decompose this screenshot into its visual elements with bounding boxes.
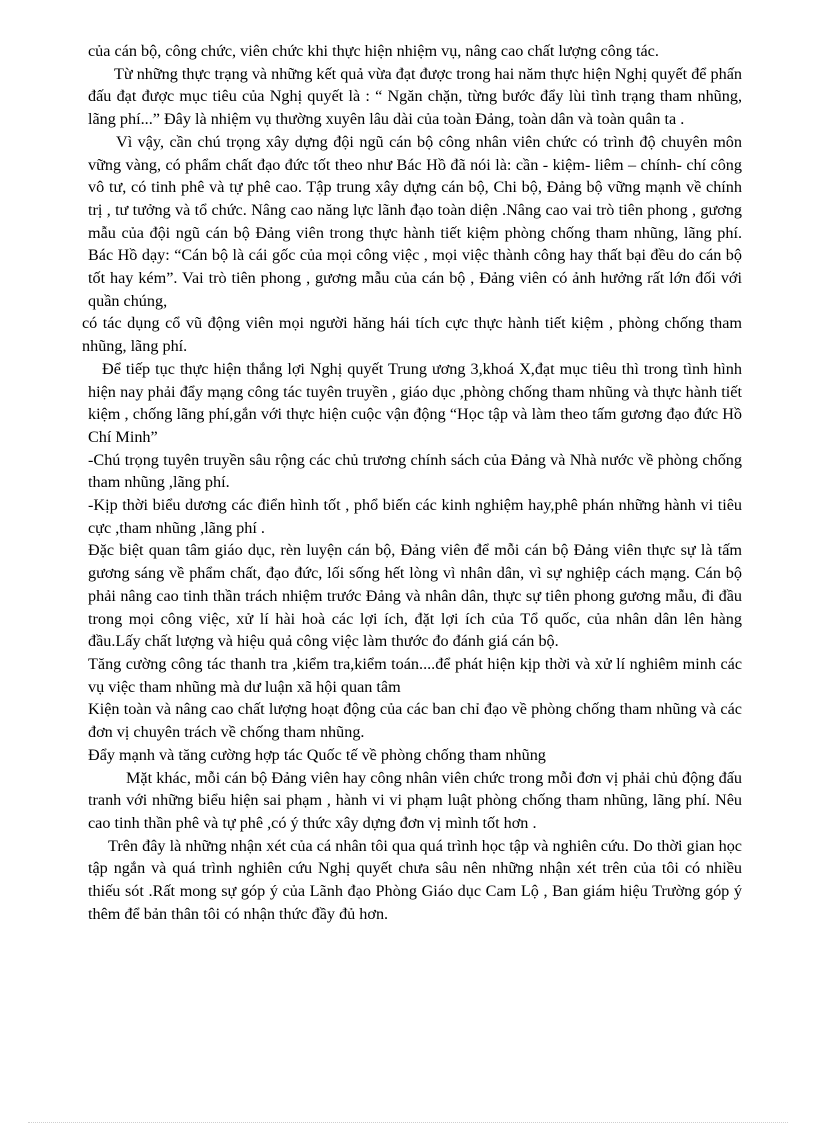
paragraph-encourage: có tác dụng cổ vũ động viên mọi người hăng hái tích cực thực hành tiết kiệm , phòng chống tham nhũng, lãng phí. [82, 314, 742, 356]
paragraph-steering-committees: Kiện toàn và nâng cao chất lượng hoạt động của các ban chỉ đạo về phòng chống tham nhũng và các đơn vị chuyên trách về chống tham nhũng. [88, 700, 742, 742]
document-body [82, 40, 742, 925]
list-item-propaganda: -Chú trọng tuyên truyền sâu rộng các chủ trương chính sách của Đảng và Nhà nước về phòng chống tham nhũng ,lãng phí. [88, 450, 742, 492]
paragraph-build-cadres: Vì vậy, cần chú trọng xây dựng đội ngũ cán bộ công nhân viên chức có trình độ chuyên môn vững vàng, có phẩm chất đạo đức tốt theo như Bác Hồ đã nói là: cần - kiệm- liêm – chính- chí công vô tư, có tinh phê và tự phê cao. Tập trung xây dựng cán bộ, Chi bộ, Đảng bộ vững mạnh về chính trị , tư tưởng và tổ chức. Nâng cao năng lực lãnh đạo toàn diện .Nâng cao vai trò tiên phong , gương mẫu của đội ngũ cán bộ Đảng viên trong thực hành tiết kiệm phòng chống tham nhũng, lãng phí. Bác Hồ dạy: “Cán bộ là cái gốc của mọi công việc , mọi việc thành công hay thất bại đều do cán bộ tốt hay kém”. Vai trò tiên phong , gương mẫu của cán bộ , Đảng viên có ảnh hưởng rất lớn đối với quần chúng, [88, 132, 742, 310]
paragraph-continuation: của cán bộ, công chức, viên chức khi thực hiện nhiệm vụ, nâng cao chất lượng công tác. [88, 42, 659, 60]
paragraph-continue-resolution: Để tiếp tục thực hiện thắng lợi Nghị quyết Trung ương 3,khoá X,đạt mục tiêu thì trong tình hình hiện nay phải đẩy mạng công tác tuyên truyền , giáo dục ,phòng chống tham nhũng và thực hành tiết kiệm , chống lãng phí,gắn với thực hiện cuộc vận động “Học tập và làm theo tấm gương đạo đức Hồ Chí Minh” [88, 359, 742, 446]
paragraph-individual-responsibility: Mặt khác, mỗi cán bộ Đảng viên hay công nhân viên chức trong mỗi đơn vị phải chủ động đấu tranh với những biểu hiện sai phạm , hành vi vi phạm luật phòng chống tham nhũng, lãng phí. Nêu cao tinh thần phê và tự phê ,có ý thức xây dựng đơn vị mình tốt hơn . [88, 768, 742, 832]
paragraph-inspection: Tăng cường công tác thanh tra ,kiểm tra,kiểm toán....để phát hiện kịp thời và xử lí nghiêm minh các vụ việc tham nhũng mà dư luận xã hội quan tâm [88, 654, 742, 696]
paragraph-conclusion: Trên đây là những nhận xét của cá nhân tôi qua quá trình học tập và nghiên cứu. Do thời gian học tập ngắn và quá trình nghiên cứu Nghị quyết chưa sâu nên những nhận xét trên của tôi có nhiều thiếu sót .Rất mong sự góp ý của Lãnh đạo Phòng Giáo dục Cam Lộ , Ban giám hiệu Trường góp ý thêm để bản thân tôi có nhận thức đầy đủ hơn. [88, 836, 742, 923]
paragraph-current-status: Từ những thực trạng và những kết quả vừa đạt được trong hai năm thực hiện Nghị quyết để phấn đấu đạt được mục tiêu của Nghị quyết là : “ Ngăn chặn, từng bước đẩy lùi tình trạng tham nhũng, lãng phí...” Đây là nhiệm vụ thường xuyên lâu dài của toàn Đảng, toàn dân và toàn quân ta . [88, 64, 742, 129]
paragraph-education: Đặc biệt quan tâm giáo dục, rèn luyện cán bộ, Đảng viên để mỗi cán bộ Đảng viên thực sự là tấm gương sáng về phẩm chất, đạo đức, lối sống hết lòng vì nhân dân, vì sự nghiệp cách mạng. Cán bộ phải nâng cao tinh thần trách nhiệm trước Đảng và nhân dân, thực sự tiên phong gương mẫu, đi đầu trong mọi công việc, xử lí hài hoà các lợi ích, đặt lợi ích của Tổ quốc, của nhân dân lên hàng đầu.Lấy chất lượng và hiệu quả công việc làm thước đo đánh giá cán bộ. [88, 541, 742, 651]
paragraph-international-cooperation: Đẩy mạnh và tăng cường hợp tác Quốc tế về phòng chống tham nhũng [88, 745, 546, 764]
list-item-commend: -Kịp thời biểu dương các điển hình tốt , phổ biến các kinh nghiệm hay,phê phán những hành vi tiêu cực ,tham nhũng ,lãng phí . [88, 496, 742, 537]
